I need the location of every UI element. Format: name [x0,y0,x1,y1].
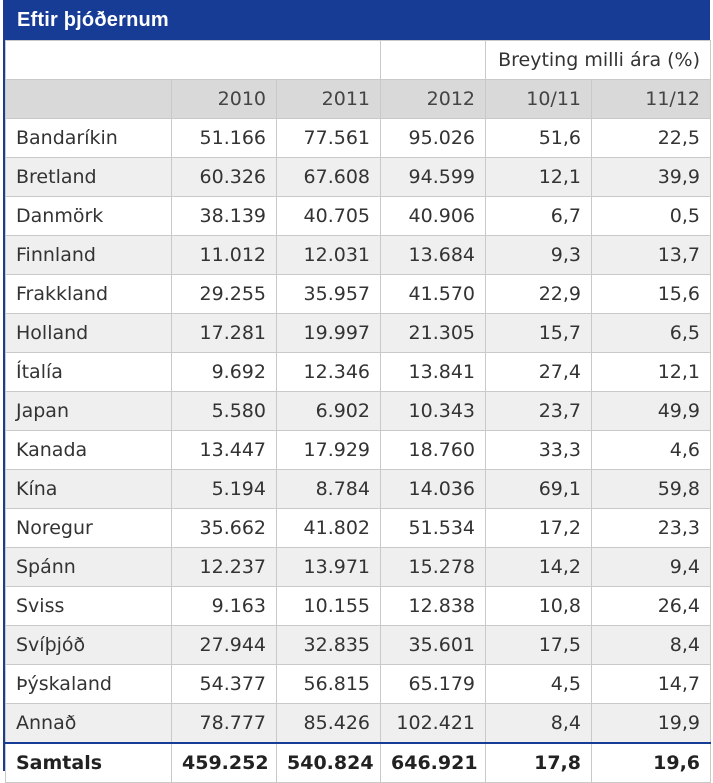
value-cell: 15,7 [486,314,592,353]
value-cell: 8.784 [277,470,381,509]
table-row [6,275,711,314]
country-cell: Kanada [6,431,172,470]
table-row [6,548,711,587]
value-cell: 94.599 [381,158,486,197]
header-blank-cell [6,80,172,119]
total-value-cell: 459.252 [172,743,277,783]
value-cell: 6.902 [277,392,381,431]
value-cell: 77.561 [277,119,381,158]
value-cell: 29.255 [172,275,277,314]
value-cell: 12.031 [277,236,381,275]
value-cell: 59,8 [592,470,711,509]
table-row [6,431,711,470]
table-row [6,587,711,626]
value-cell: 18.760 [381,431,486,470]
table-row [6,353,711,392]
value-cell: 17,5 [486,626,592,665]
value-cell: 78.777 [172,704,277,744]
value-cell: 13.841 [381,353,486,392]
value-cell: 56.815 [277,665,381,704]
value-cell: 51.166 [172,119,277,158]
value-cell: 35.957 [277,275,381,314]
value-cell: 9.692 [172,353,277,392]
value-cell: 13.684 [381,236,486,275]
column-header: 2012 [381,80,486,119]
value-cell: 35.601 [381,626,486,665]
value-cell: 17,2 [486,509,592,548]
value-cell: 10.155 [277,587,381,626]
value-cell: 9,3 [486,236,592,275]
value-cell: 15,6 [592,275,711,314]
value-cell: 95.026 [381,119,486,158]
value-cell: 17.929 [277,431,381,470]
value-cell: 85.426 [277,704,381,744]
value-cell: 33,3 [486,431,592,470]
value-cell: 27.944 [172,626,277,665]
table-row [6,236,711,275]
value-cell: 12,1 [486,158,592,197]
value-cell: 6,5 [592,314,711,353]
value-cell: 26,4 [592,587,711,626]
value-cell: 8,4 [592,626,711,665]
value-cell: 67.608 [277,158,381,197]
table-row [6,158,711,197]
value-cell: 23,3 [592,509,711,548]
value-cell: 5.194 [172,470,277,509]
value-cell: 5.580 [172,392,277,431]
value-cell: 14,2 [486,548,592,587]
table-row [6,197,711,236]
value-cell: 13.971 [277,548,381,587]
value-cell: 39,9 [592,158,711,197]
value-cell: 32.835 [277,626,381,665]
country-cell: Þýskaland [6,665,172,704]
value-cell: 9.163 [172,587,277,626]
column-header: 2010 [172,80,277,119]
table-row [6,392,711,431]
table-title: Eftir þjóðernum [5,0,710,40]
value-cell: 14,7 [592,665,711,704]
value-cell: 49,9 [592,392,711,431]
total-value-cell: 17,8 [486,743,592,783]
change-header: Breyting milli ára (%) [486,41,711,80]
country-cell: Frakkland [6,275,172,314]
value-cell: 51.534 [381,509,486,548]
value-cell: 11.012 [172,236,277,275]
total-value-cell: 19,6 [592,743,711,783]
country-cell: Annað [6,704,172,744]
country-cell: Sviss [6,587,172,626]
value-cell: 8,4 [486,704,592,744]
value-cell: 12.838 [381,587,486,626]
total-value-cell: 540.824 [277,743,381,783]
value-cell: 38.139 [172,197,277,236]
total-row [6,743,711,783]
value-cell: 21.305 [381,314,486,353]
value-cell: 19,9 [592,704,711,744]
value-cell: 12,1 [592,353,711,392]
header-blank-cell [381,41,486,80]
country-cell: Spánn [6,548,172,587]
value-cell: 12.346 [277,353,381,392]
table-body [6,41,711,783]
table-row [6,665,711,704]
value-cell: 12.237 [172,548,277,587]
value-cell: 54.377 [172,665,277,704]
value-cell: 40.705 [277,197,381,236]
header-blank-cell [6,41,381,80]
column-header: 11/12 [592,80,711,119]
value-cell: 22,5 [592,119,711,158]
value-cell: 4,6 [592,431,711,470]
value-cell: 4,5 [486,665,592,704]
value-cell: 10.343 [381,392,486,431]
value-cell: 19.997 [277,314,381,353]
nationality-table-panel [3,0,710,774]
country-cell: Noregur [6,509,172,548]
table-row [6,314,711,353]
value-cell: 65.179 [381,665,486,704]
value-cell: 51,6 [486,119,592,158]
table-row [6,626,711,665]
value-cell: 17.281 [172,314,277,353]
header-row-top [6,41,711,80]
table-row [6,470,711,509]
value-cell: 60.326 [172,158,277,197]
table-row [6,704,711,744]
country-cell: Ítalía [6,353,172,392]
value-cell: 22,9 [486,275,592,314]
country-cell: Holland [6,314,172,353]
value-cell: 41.570 [381,275,486,314]
value-cell: 9,4 [592,548,711,587]
country-cell: Svíþjóð [6,626,172,665]
value-cell: 0,5 [592,197,711,236]
total-value-cell: 646.921 [381,743,486,783]
country-cell: Kína [6,470,172,509]
value-cell: 40.906 [381,197,486,236]
total-label: Samtals [6,743,172,783]
value-cell: 6,7 [486,197,592,236]
country-cell: Bretland [6,158,172,197]
value-cell: 10,8 [486,587,592,626]
country-cell: Danmörk [6,197,172,236]
value-cell: 14.036 [381,470,486,509]
value-cell: 35.662 [172,509,277,548]
column-header: 2011 [277,80,381,119]
nationality-table [5,40,711,783]
table-row [6,509,711,548]
column-header: 10/11 [486,80,592,119]
header-row-years [6,80,711,119]
value-cell: 27,4 [486,353,592,392]
country-cell: Japan [6,392,172,431]
country-cell: Finnland [6,236,172,275]
value-cell: 13.447 [172,431,277,470]
value-cell: 23,7 [486,392,592,431]
table-row [6,119,711,158]
value-cell: 41.802 [277,509,381,548]
value-cell: 102.421 [381,704,486,744]
value-cell: 13,7 [592,236,711,275]
value-cell: 15.278 [381,548,486,587]
value-cell: 69,1 [486,470,592,509]
country-cell: Bandaríkin [6,119,172,158]
